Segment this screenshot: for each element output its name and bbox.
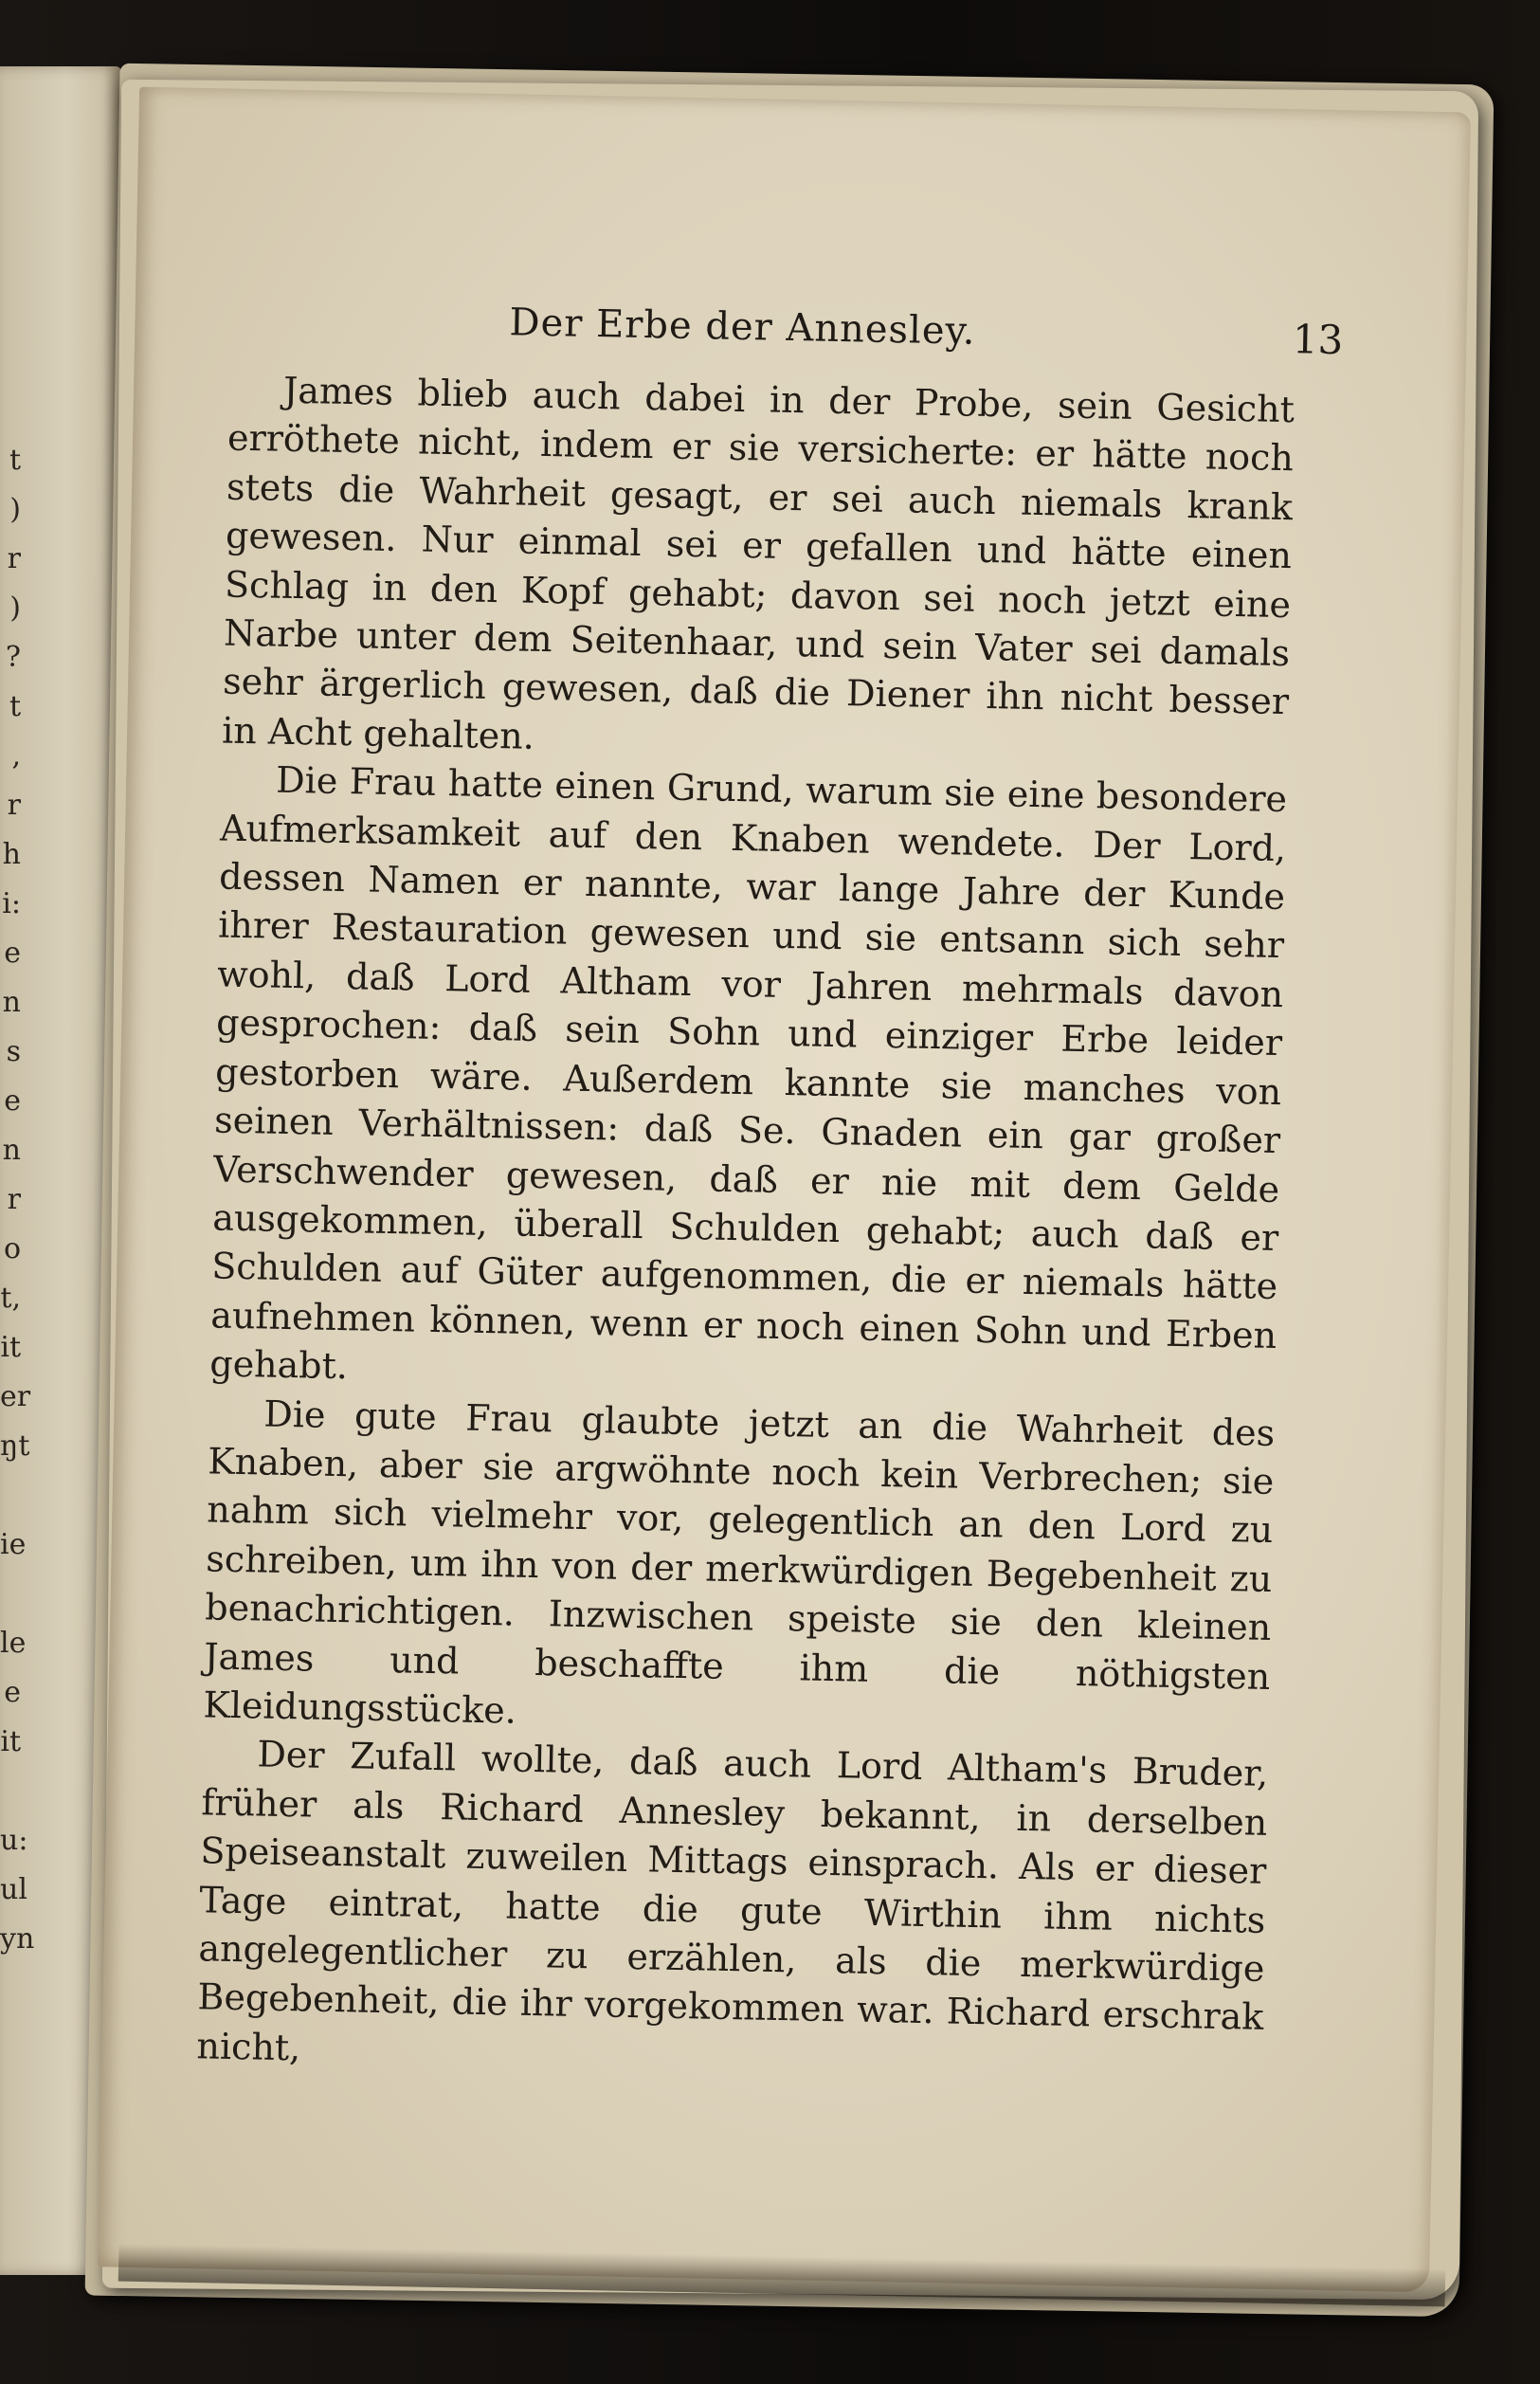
line-ending: e: [4, 937, 21, 970]
line-ending: ul: [0, 1873, 27, 1906]
line-ending: t: [9, 444, 21, 477]
line-ending: ,: [11, 739, 21, 773]
line-ending: [0, 1471, 21, 1520]
line-ending: yn: [0, 1922, 35, 1956]
body-text: [196, 366, 1295, 2091]
paragraph: James blieb auch dabei in der Probe, sein Gesicht erröthete nicht, indem er sie versicherte: er hätte noch stets die Wahrheit gesagt, er sei auch niemals krank gewesen. Nur einmal sei er gefallen und hätte einen Schlag in den Kopf gehabt; davon sei noch jetzt eine Narbe unter dem Seitenhaar, und sein Vater sei damals sehr ärgerlich gewesen, daß die Diener ihn nicht besser in Acht gehalten.: [221, 369, 1295, 757]
facing-page-line-endings: [0, 436, 35, 2000]
line-ending: er: [0, 1380, 31, 1413]
book-page: [98, 87, 1471, 2293]
line-ending: n: [2, 986, 21, 1019]
line-ending: s: [6, 1035, 21, 1068]
line-ending: i:: [2, 887, 21, 920]
line-ending: ): [9, 493, 21, 526]
line-ending: r: [7, 789, 21, 822]
line-ending: r: [7, 1183, 21, 1216]
line-ending: ): [9, 591, 21, 625]
running-head-title: Der Erbe der Annesley.: [509, 300, 976, 354]
running-head: [509, 300, 1344, 383]
line-ending: [0, 1767, 21, 1816]
paragraph: Die Frau hatte einen Grund, warum sie eine besondere Aufmerksamkeit auf den Knaben wendete. Der Lord, dessen Namen er nannte, war lange Jahre der Kunde ihrer Restauration gewesen und sie entsann sich sehr wohl, daß Lord Altham vor Jahren mehrmals davon gesprochen: daß sein Sohn und einziger Erbe leider gestorben wäre. Außerdem kannte sie manches von seinen Verhältnissen: daß Se. Gnaden ein gar großer Verschwender gewesen, daß er nie mit dem Gelde ausgekommen, überall Schulden gehabt; auch daß er Schulden auf Güter aufgenommen, die er niemals hätte aufnehmen können, wenn er noch einen Sohn und Erben gehabt.: [208, 758, 1288, 1388]
line-ending: ?: [5, 641, 21, 674]
line-ending: r: [7, 542, 21, 575]
line-ending: t: [9, 690, 21, 723]
line-ending: e: [4, 1084, 21, 1118]
page-number: 13: [1292, 316, 1344, 364]
paragraph: Der Zufall wollte, daß auch Lord Altham's Bruder, früher als Richard Annesley bekannt, in derselben Speiseanstalt zuweilen Mittags einsprach. Als er dieser Tage eintrat, hatte die gute Wirthin ihm nichts angelegentlicher zu erzählen, als die merkwürdige Begebenheit, die ihr vorgekommen war. Richard erschrak nicht,: [196, 1733, 1269, 2069]
line-ending: u:: [0, 1824, 28, 1857]
line-ending: it: [0, 1331, 21, 1364]
line-ending: n: [2, 1134, 21, 1167]
line-ending: ŋt: [0, 1429, 30, 1463]
line-ending: ie: [0, 1528, 27, 1561]
line-ending: [0, 1570, 21, 1619]
paragraph: Die gute Frau glaubte jetzt an die Wahrheit des Knaben, aber sie argwöhnte noch kein Verbrechen; sie nahm sich vielmehr vor, gelegentlich an den Lord zu schreiben, um ihn von der merkwürdigen Begebenheit zu benachrichtigen. Inzwischen speiste sie den kleinen James und beschaffte ihm die nöthigsten Kleidungsstücke.: [203, 1392, 1276, 1732]
line-ending: h: [2, 838, 21, 871]
line-ending: t,: [0, 1282, 21, 1315]
line-ending: o: [3, 1232, 21, 1265]
line-ending: le: [0, 1627, 27, 1660]
line-ending: e: [4, 1676, 21, 1709]
line-ending: it: [0, 1725, 21, 1758]
